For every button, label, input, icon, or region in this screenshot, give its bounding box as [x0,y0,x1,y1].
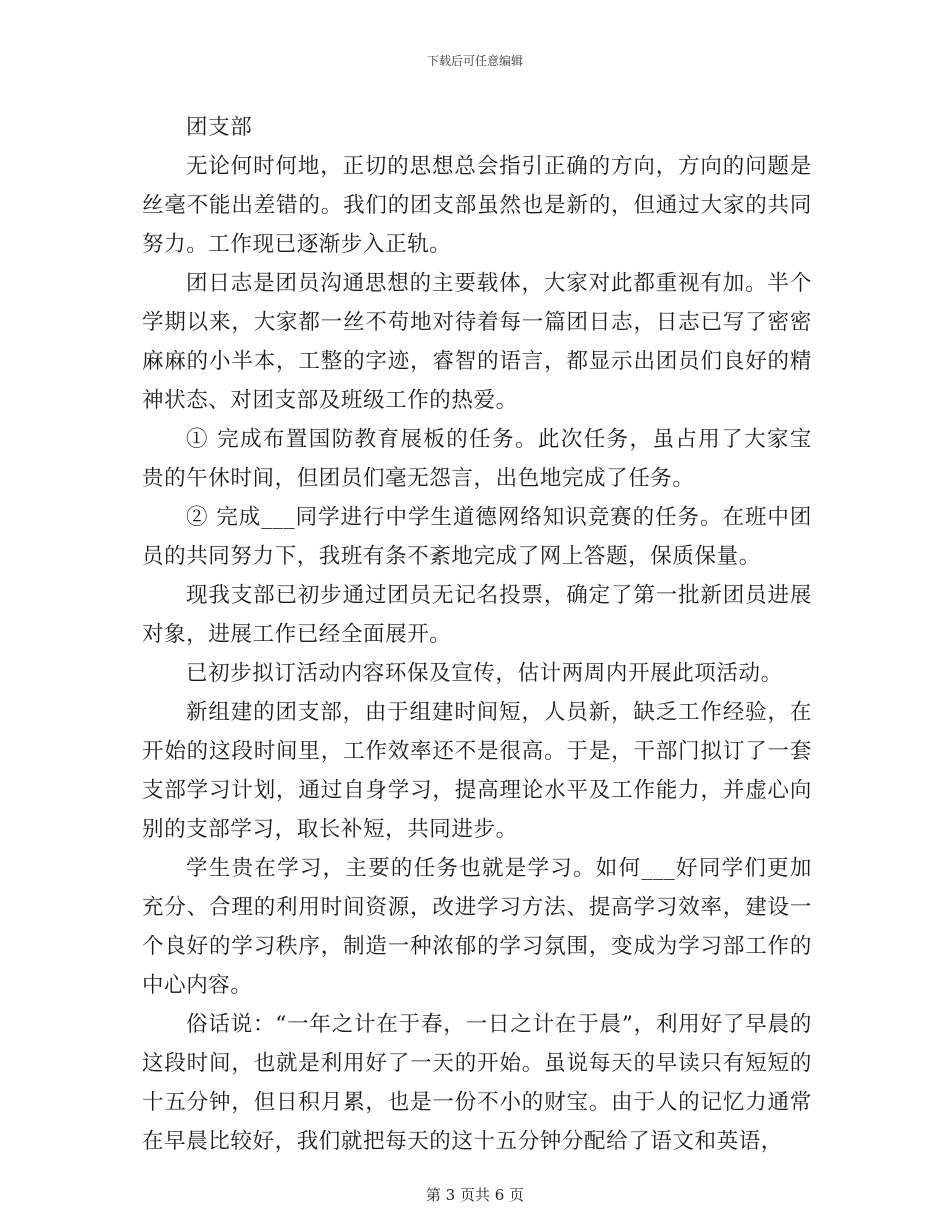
page-footer: 第 3 页共 6 页 [425,1186,525,1204]
paragraph: 团日志是团员沟通思想的主要载体，大家对此都重视有加。半个学期以来，大家都一丝不苟地对待着每一篇团日志，日志已写了密密麻麻的小半本，工整的字迹，睿智的语言，都显示出团员们良好的精神状态、对团支部及班级工作的热爱。 [142,271,812,413]
paragraph: 新组建的团支部，由于组建时间短，人员新，缺乏工作经验，在开始的这段时间里，工作效率还不是很高。于是，干部门拟订了一套支部学习计划，通过自身学习，提高理论水平及工作能力，并虚心向别的支部学习，取长补短，共同进步。 [142,700,812,842]
document-body [142,108,812,1161]
list-item: ② 完成___同学进行中学生道德网络知识竞赛的任务。在班中团员的共同努力下，我班有条不紊地完成了网上答题，保质保量。 [142,505,812,569]
paragraph: 俗话说：“一年之计在于春，一日之计在于晨”，利用好了早晨的这段时间，也就是利用好了一天的开始。虽说每天的早读只有短短的十五分钟，但日积月累，也是一份不小的财宝。由于人的记忆力通常在早晨比较好，我们就把每天的这十五分钟分配给了语文和英语， [142,1012,812,1154]
paragraph: 学生贵在学习，主要的任务也就是学习。如何___好同学们更加充分、合理的利用时间资源，改进学习方法、提高学习效率，建设一个良好的学习秩序，制造一种浓郁的学习氛围，变成为学习部工作的中心内容。 [142,856,812,998]
page-header: 下载后可任意编辑 [426,54,523,68]
paragraph: 已初步拟订活动内容环保及宣传，估计两周内开展此项活动。 [186,661,783,686]
paragraph: 无论何时何地，正切的思想总会指引正确的方向，方向的问题是丝毫不能出差错的。我们的团支部虽然也是新的，但通过大家的共同努力。工作现已逐渐步入正轨。 [142,154,812,257]
list-item: ① 完成布置国防教育展板的任务。此次任务，虽占用了大家宝贵的午休时间，但团员们毫无怨言，出色地完成了任务。 [142,427,812,491]
paragraph: 现我支部已初步通过团员无记名投票，确定了第一批新团员进展对象，进展工作已经全面展开。 [142,583,812,647]
section-title: 团支部 [186,115,253,140]
